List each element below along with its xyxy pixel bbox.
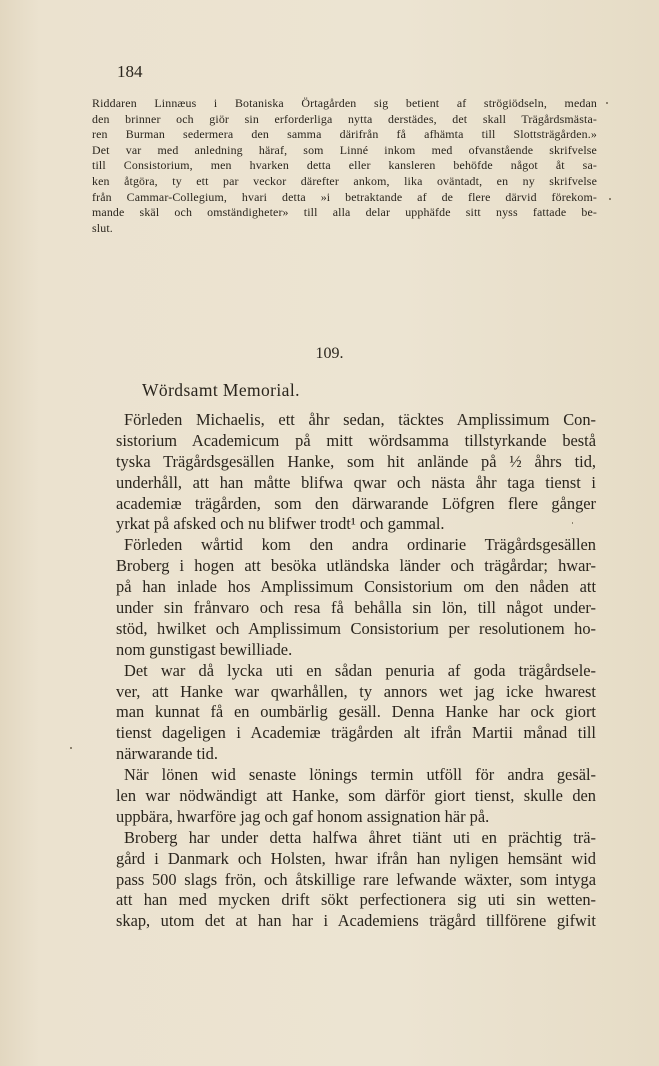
- note-line: från Cammar-Collegium, hvari detta »i betraktande af de flere därvid förekom-: [92, 189, 597, 204]
- body-line: skap, utom det at han har i Academiens trägård tillförene gifwit: [116, 911, 596, 931]
- body-line: Broberg har under detta halfwa åhret tiänt uti en prächtig trä-: [124, 827, 596, 847]
- section-number: 109.: [315, 345, 344, 362]
- page-number: 184: [117, 62, 143, 81]
- body-line: Förleden Michaelis, ett åhr sedan, täcktes Amplissimum Con-: [124, 410, 596, 429]
- body-line: på han inlade hos Amplissimum Consistorium om den nåden att: [116, 577, 596, 597]
- body-line: underhåll, att han måtte blifwa qwar och nästa åhr taga tienst i: [116, 472, 596, 492]
- note-line: ren Burman sedermera den samma därifrån få afhämta till Slottsträgården.»: [92, 127, 597, 142]
- note-line: slut.: [92, 220, 113, 235]
- body-line: under sin frånvaro och resa få behålla sin lön, till något under-: [116, 598, 596, 618]
- paper-speck: [606, 102, 608, 104]
- paper-speck: [70, 747, 72, 749]
- body-line: tyska Trägårdsgesällen Hanke, som hit anlände på ½ åhrs tid,: [116, 451, 596, 471]
- body-line: att han med mycken drift sökt perfectionera sig uti sin wetten-: [116, 890, 596, 910]
- note-line: till Consistorium, men hvarken detta eller kansleren behöfde något åt sa-: [92, 158, 597, 173]
- note-line: ken åtgöra, ty ett par veckor därefter ankom, lika oväntadt, en ny skrifvelse: [92, 173, 597, 188]
- body-line: man kunnat få en oumbärlig gesäll. Denna Hanke har ock giort: [116, 702, 596, 722]
- memorial-body: [116, 410, 596, 932]
- paper-speck: [609, 198, 611, 200]
- paper-speck: [572, 522, 573, 524]
- body-line: pass 500 slags frön, och åtskillige rare lefwande wäxter, som intyga: [116, 869, 596, 889]
- body-line: När lönen wid senaste lönings termin utföll för andra gesäl-: [124, 765, 596, 785]
- body-line: Förleden wårtid kom den andra ordinarie Trägårdsgesällen: [124, 535, 596, 555]
- note-line: Det var med anledning häraf, som Linné inkom med ofvanstående skrifvelse: [92, 142, 597, 157]
- body-line: yrkat på afsked och nu blifwer trodt¹ och gammal.: [116, 514, 445, 534]
- body-line: nom gunstigast bewilliade.: [116, 639, 293, 659]
- body-line: uppbära, hwarföre jag och gaf honom assignation här på.: [116, 806, 490, 826]
- body-line: gård i Danmark och Holsten, hwar ifrån han nyligen hemsänt wid: [116, 848, 596, 868]
- footnote-block: [92, 96, 597, 236]
- body-line: tienst dageligen i Academiæ trägården alt ifrån Martii månad till: [116, 723, 596, 743]
- note-line: den brinner och giör sin erforderliga nytta derstädes, det skall Trägårdsmästa-: [92, 111, 597, 126]
- section-title: Wördsamt Memorial.: [142, 380, 300, 400]
- note-line: Riddaren Linnæus i Botaniska Örtagården sig betient af strögiödseln, medan: [92, 96, 597, 110]
- body-line: ver, att Hanke war qwarhållen, ty annors wet jag icke hwarest: [116, 681, 596, 701]
- body-line: sistorium Academicum på mitt wördsamma tillstyrkande bestå: [116, 430, 596, 450]
- body-line: Det war då lycka uti en sådan penuria af goda trägårdsele-: [124, 660, 596, 680]
- body-line: academiæ trägården, som den därwarande Löfgren flere gånger: [116, 493, 596, 513]
- note-line: mande skäl och omständigheter» till alla delar upphäfde sitt nyss fattade be-: [92, 205, 597, 220]
- body-line: Broberg i hogen att besöka utländska länder och trägårdar; hwar-: [116, 556, 596, 576]
- body-line: len war nödwändigt att Hanke, som därför giort tienst, skulle den: [116, 786, 596, 806]
- body-line: stöd, hwilket och Amplissimum Consistorium per resolutionem ho-: [116, 618, 596, 638]
- body-line: närwarande tid.: [116, 744, 218, 764]
